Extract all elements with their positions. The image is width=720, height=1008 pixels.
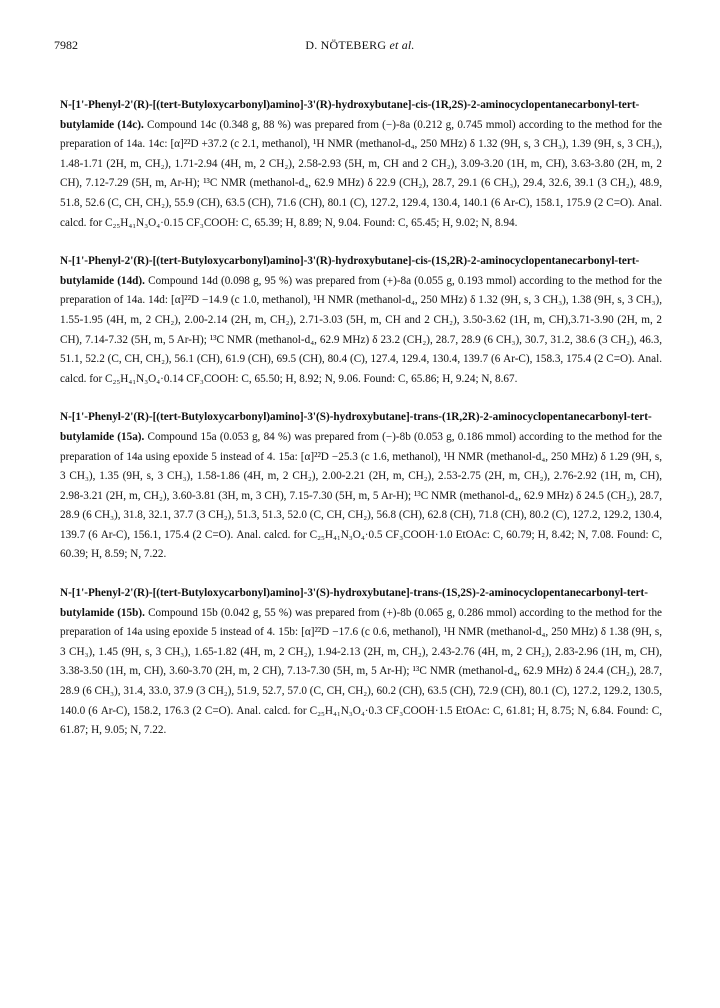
compound-body-14d: Compound 14d (0.098 g, 95 %) was prepared from (+)-8a (0.055 g, 0.193 mmol) according to the method for the preparation of 14a. 14d: [α]²²D −14.9 (c 1.0, methanol), ¹H NMR (methanol-d₄, 250 MHz) δ 1.32 (9H, s, 3 CH₃), 1.38 (9H, s, 3 CH₃), 1.55-1.95 (4H, m, 2 CH₂), 2.00-2.14 (2H, m, CH₂), 2.71-3.03 (5H, m, CH and 2 CH₂), 3.50-3.62 (1H, m, CH),3.71-3.90 (2H, m, 2 CH), 7.14-7.32 (5H, m, 5 Ar-H); ¹³C NMR (methanol-d₄, 62.9 MHz) δ 23.2 (CH₂), 28.7, 28.9 (6 CH₃), 30.7, 31.2, 38.6 (3 CH₂), 46.3, 51.1, 52.2 (C, CH, CH₂), 56.1 (CH), 61.9 (CH), 69.5 (CH), 80.4 (C), 127.4, 129.4, 130.4, 139.7 (6 Ar-C), 158.3, 175.4 (2 C=O). Anal. calcd. for C₂₅H₄₁N₃O₄·0.14 CF₃COOH: C, 65.50; H, 8.92; N, 9.06. Found: C, 65.86; H, 9.24; N, 8.67.	[60, 274, 662, 385]
compound-body-15b: Compound 15b (0.042 g, 55 %) was prepared from (+)-8b (0.065 g, 0.286 mmol) according to the method for the preparation of 14a using epoxide 5 instead of 4. 15b: [α]²²D −17.6 (c 0.6, methanol), ¹H NMR (methanol-d₄, 250 MHz) δ 1.38 (9H, s, 3 CH₃), 1.45 (9H, s, 3 CH₃), 1.65-1.82 (4H, m, 2 CH₂), 1.94-2.13 (2H, m, CH₂), 2.43-2.76 (4H, m, 2 CH₂), 2.83-2.96 (1H, m, CH), 3.38-3.50 (1H, m, CH), 3.60-3.70 (2H, m, 2 CH), 7.13-7.30 (5H, m, 5 Ar-H); ¹³C NMR (methanol-d₄, 62.9 MHz) δ 24.4 (CH₂), 28.7, 28.9 (6 CH₃), 31.4, 33.0, 37.9 (3 CH₂), 51.9, 52.7, 57.0 (C, CH, CH₂), 60.2 (CH), 63.5 (CH), 72.9 (CH), 80.1 (C), 127.2, 129.2, 130.5, 140.0 (6 Ar-C), 158.2, 176.3 (2 C=O). Anal. calcd. for C₂₅H₄₁N₃O₄·0.3 CF₃COOH·1.5 EtOAc: C, 61.81; H, 8.75; N, 6.84. Found: C, 61.87; H, 9.05; N, 7.22.	[60, 606, 663, 737]
page-number: 7982	[54, 38, 78, 52]
compound-entry-15a	[60, 408, 662, 565]
compound-heading-15a: N-[1'-Phenyl-2'(R)-[(tert-Butyloxycarbonyl)amino]-3'(S)-hydroxybutane]-trans-(1R,2R)-2-aminocyclopentanecarbonyl-tert-butylamide (15a).	[60, 411, 652, 443]
compound-heading-15b: N-[1'-Phenyl-2'(R)-[(tert-Butyloxycarbonyl)amino]-3'(S)-hydroxybutane]-trans-(1S,2S)-2-aminocyclopentanecarbonyl-tert-butylamide (15b).	[60, 587, 648, 619]
compound-body-15a: Compound 15a (0.053 g, 84 %) was prepared from (−)-8b (0.053 g, 0.186 mmol) according to the method for the preparation of 14a using epoxide 5 instead of 4. 15a: [α]²²D −25.3 (c 1.6, methanol), ¹H NMR (methanol-d₄, 250 MHz) δ 1.29 (9H, s, 3 CH₃), 1.35 (9H, s, 3 CH₃), 1.58-1.86 (4H, m, 2 CH₂), 2.00-2.21 (2H, m, CH₂), 2.53-2.75 (2H, m, CH₂), 2.76-2.92 (1H, m, CH), 2.98-3.21 (2H, m, CH₂), 3.60-3.81 (3H, m, 3 CH), 7.15-7.30 (5H, m, 5 Ar-H); ¹³C NMR (methanol-d₄, 62.9 MHz) δ 24.5 (CH₂), 28.7, 28.9 (6 CH₃), 31.8, 32.1, 37.7 (3 CH₂), 51.3, 51.3, 52.0 (C, CH, CH₂), 56.8 (CH), 62.8 (CH), 71.8 (CH), 80.2 (C), 127.2, 129.2, 130.4, 139.7 (6 Ar-C), 156.1, 175.4 (2 C=O). Anal. calcd. for C₂₅H₄₁N₃O₄·0.5 CF₃COOH·1.0 EtOAc: C, 60.79; H, 8.42; N, 7.08. Found: C, 60.39; H, 8.59; N, 7.22.	[60, 430, 663, 561]
running-head-author: D. NÖTEBERG	[305, 38, 387, 52]
compound-heading-14d: N-[1'-Phenyl-2'(R)-[(tert-Butyloxycarbonyl)amino]-3'(R)-hydroxybutane]-cis-(1S,2R)-2-aminocyclopentanecarbonyl-tert-butylamide (14d).	[60, 255, 640, 287]
compound-entry-15b	[60, 584, 662, 741]
experimental-section	[60, 96, 662, 760]
compound-entry-14c	[60, 96, 662, 233]
compound-heading-14c: N-[1'-Phenyl-2'(R)-[(tert-Butyloxycarbonyl)amino]-3'(R)-hydroxybutane]-cis-(1R,2S)-2-aminocyclopentanecarbonyl-tert-butylamide (14c).	[60, 99, 640, 131]
running-head-etal: et al.	[389, 38, 415, 52]
compound-entry-14d	[60, 252, 662, 389]
running-head	[0, 38, 720, 53]
compound-body-14c: Compound 14c (0.348 g, 88 %) was prepared from (−)-8a (0.212 g, 0.745 mmol) according to the method for the preparation of 14a. 14c: [α]²²D +37.2 (c 2.1, methanol), ¹H NMR (methanol-d₄, 250 MHz) δ 1.32 (9H, s, 3 CH₃), 1.39 (9H, s, 3 CH₃), 1.48-1.71 (2H, m, CH₂), 1.71-2.94 (4H, m, 2 CH₂), 2.58-2.93 (5H, m, CH and 2 CH₂), 3.09-3.20 (1H, m, CH), 3.63-3.80 (2H, m, 2 CH), 7.12-7.29 (5H, m, Ar-H); ¹³C NMR (methanol-d₄, 62.9 MHz) δ 22.9 (CH₂), 28.7, 29.1 (6 CH₃), 29.4, 32.6, 39.1 (3 CH₂), 48.9, 51.8, 52.6 (C, CH, CH₂), 55.9 (CH), 63.5 (CH), 71.6 (CH), 80.1 (C), 127.2, 129.4, 130.4, 140.1 (6 Ar-C), 158.1, 175.9 (2 C=O). Anal. calcd. for C₂₅H₄₁N₃O₄·0.15 CF₃COOH: C, 65.39; H, 8.89; N, 9.04. Found: C, 65.45; H, 9.02; N, 8.94.	[60, 118, 663, 229]
